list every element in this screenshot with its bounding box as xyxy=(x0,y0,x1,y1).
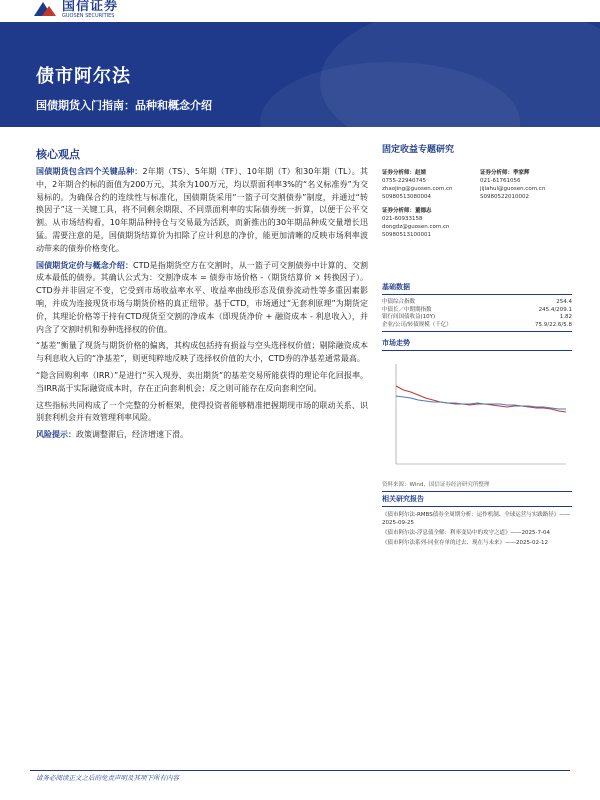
paragraph xyxy=(36,400,368,426)
analyst-license: S0980513080004 xyxy=(382,194,431,200)
basic-data-row xyxy=(382,314,572,322)
paragraph-text: 2年期（TS）、5年期（TF）、10年期（T）和30年期（TL）。其中，2年期合约标的面值为200万元，其余为100万元，均以票面利率3%的“名义标准券”为交易标的。为确保合约的连续性与标准化，国债期货采用“一篮子可交割债券”制度，并通过“转换因子”这一关键工具，将不同剩余期限、不同票面利率的实际债券统一折算，以便于公平交割。从市场结构看，10年期品种持仓与交易最为活跃，而新推出的30年期品种成交量增长迅猛。需要注意的是，国债期货结算价为扣除了应计利息的净价，能更加清晰的反映市场利率波动带来的债券价格变化。 xyxy=(36,167,368,253)
basic-data-value: 245.4/209.1 xyxy=(538,306,572,313)
research-panel xyxy=(382,142,572,239)
paragraph-text: “隐含回购利率（IRR）”是进行“买入现券、卖出期货”的基差交易所能获得的理论年化回报率。当IRR高于实际融资成本时，存在正向套利机会；反之则可能存在反向套利空间。 xyxy=(36,370,368,393)
basic-data-row xyxy=(382,299,572,307)
paragraph xyxy=(36,260,368,337)
header-top xyxy=(0,0,600,22)
doc-title: 债市阿尔法 xyxy=(36,66,131,87)
paragraph-text: “基差”衡量了现货与期货价格的偏离，其构成包括持有损益与空头选择权价值；剔除融资成本与利息收入后的“净基差”，则更纯粹地反映了选择权价值的大小，CTD券的净基差通常最高。 xyxy=(36,341,368,364)
logo-mark-icon xyxy=(34,0,56,18)
footer-divider xyxy=(30,770,570,771)
series-line-1 xyxy=(396,396,566,409)
analyst-license: S0980513100001 xyxy=(382,232,431,238)
logo-en: GUOSEN SECURITIES xyxy=(62,13,115,19)
footer-disclaimer: 请务必阅读正文之后的免责声明及其项下所有内容 xyxy=(36,774,179,782)
analyst-email[interactable]: zhaojing@guosen.com.cn xyxy=(382,186,453,192)
analyst-name: 季家辉 xyxy=(513,170,530,176)
related-reports-title: 相关研究报告 xyxy=(382,494,572,507)
logo-cn: 国信证券 xyxy=(62,0,119,14)
related-report-item[interactable]: 《债市阿尔法-RMBS债券全周期分析：运作机制、全球运营与实践路径》——2025-09-25 xyxy=(382,512,571,526)
paragraph-text: 这些指标共同构成了一个完整的分析框架，使得投资者能够精准把握期现市场的联动关系、识别套利机会并有效管理利率风险。 xyxy=(36,400,368,423)
related-reports-list xyxy=(382,511,572,547)
analyst-phone: 021-60933158 xyxy=(382,216,423,222)
doc-subtitle: 国债期货入门指南：品种和概念介绍 xyxy=(36,99,212,112)
basic-data-value: 75.9/22.6/5.8 xyxy=(535,321,572,328)
series-line-0 xyxy=(396,386,566,412)
analyst-role: 证券分析师： xyxy=(480,170,514,176)
analyst-role: 证券分析师： xyxy=(382,208,416,214)
basic-data-row xyxy=(382,322,572,330)
analyst-phone: 021-61761056 xyxy=(480,178,521,184)
analyst-name: 董德志 xyxy=(415,208,432,214)
paragraph xyxy=(36,340,368,366)
paragraph xyxy=(36,166,368,256)
related-report-item[interactable]: 《债市阿尔法-浮息债全解：利率变局中的攻守之道》——2025-7-04 xyxy=(382,530,550,536)
analyst-role: 证券分析师： xyxy=(382,170,416,176)
basic-data-title: 基础数据 xyxy=(382,282,572,295)
paragraph xyxy=(36,370,368,396)
related-reports-panel xyxy=(382,494,572,549)
basic-data-value: 254.4 xyxy=(556,299,572,305)
analyst-phone: 0755-22940745 xyxy=(382,178,426,184)
paragraph-text: CTD是指期货空方在交割时，从一篮子可交割债券中计算的、交割成本最低的债券。其确认公式为：交割净成本 = 债券市场价格 -（期货结算价 × 转换因子）。CTD券并非固定不变，它受到市场收益率水平、收益率曲线形态及债券流动性等多重因素影响，并成为连接现货市场与期货价格的真正纽带。基于CTD，市场通过“无套利原理”为期货定价，其理论价格等于持有CTD现货至交割的净成本（即现货净价 + 融资成本 - 利息收入），并内含了交割时机和券种选择权的价值。 xyxy=(36,260,369,334)
market-trend-chart xyxy=(382,350,572,480)
analyst-list xyxy=(382,169,572,239)
chart-source: 资料来源：Wind、国信证券经济研究所整理 xyxy=(382,480,572,492)
market-trend-title: 市场走势 xyxy=(382,338,572,351)
research-title: 固定收益专题研究 xyxy=(382,145,455,155)
analyst-email[interactable]: jijiahui@guosen.com.cn xyxy=(480,186,546,192)
analyst-card xyxy=(480,169,572,201)
basic-data-label: 中债综合指数 xyxy=(382,299,416,305)
paragraph-text: 政策调整滞后，经济增速下滑。 xyxy=(76,430,188,440)
basic-data-panel xyxy=(382,282,572,332)
paragraph-lead: 国债期货定价与概念介绍： xyxy=(36,260,134,270)
analyst-card xyxy=(382,169,474,201)
analyst-name: 赵婧 xyxy=(415,170,427,176)
analyst-card xyxy=(382,207,474,239)
paragraph-lead: 风险提示： xyxy=(36,430,76,440)
analyst-license: S0980522010002 xyxy=(480,194,529,200)
related-report-item[interactable]: 《债市阿尔法系列-同业存单的过去、现在与未来》——2025-02-12 xyxy=(382,540,548,546)
paragraph-lead: 国债期货包含四个关键品种： xyxy=(36,167,143,176)
basic-data-value: 1.82 xyxy=(559,314,572,321)
title-banner xyxy=(0,22,600,127)
basic-data-label: 中债长／中期期指数 xyxy=(382,306,432,313)
paragraph xyxy=(36,429,368,442)
guosen-logo xyxy=(34,0,118,19)
basic-data-table xyxy=(382,299,572,329)
basic-data-label: 企业/公司/转债规模（千亿） xyxy=(382,321,452,328)
basic-data-label: 银行间国债收益(10Y) xyxy=(382,314,436,321)
analyst-email[interactable]: dongdz@guosen.com.cn xyxy=(382,224,450,230)
core-views-heading: 核心观点 xyxy=(36,148,80,161)
core-views-body xyxy=(36,166,368,446)
